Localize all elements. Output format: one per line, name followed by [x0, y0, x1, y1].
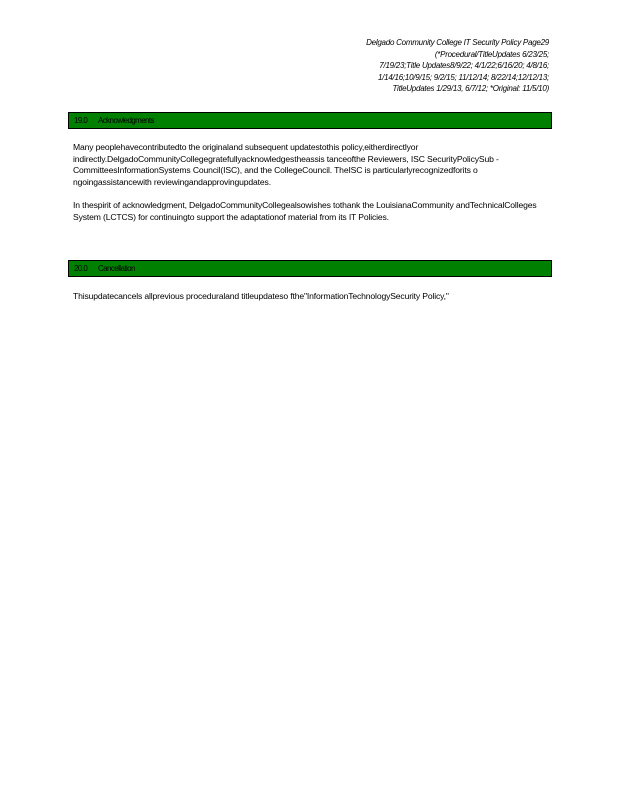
section-number: 20.0: [74, 264, 88, 273]
header-line-updates-4: TitleUpdates 1/29/13, 6/7/12; *Original: 11/5/10): [392, 84, 549, 93]
section-title: Cancellation: [98, 264, 135, 273]
section-heading-cancellation: [68, 260, 552, 277]
header-line-updates-3: 1/14/16;10/9/15; 9/2/15; 11/12/14; 8/22/14;12/12/13;: [377, 72, 549, 82]
acknowledgments-paragraph-1: Many peoplehavecontributedto the originaland subsequent updatestothis policy,eitherdirectlyor indirectly.DelgadoCommunityCollegegratefullyacknowledgestheassis tanceofthe Reviewers, ISC SecurityPolicySub -CommitteesInformationSystems Council(ISC), and the CollegeCouncil. TheISC is particularlyrecognizedforits o ngoingassistancewith reviewingandapprovingupdates.: [73, 142, 499, 187]
section-number: 19.0: [74, 116, 88, 125]
section-title: Acknowledgments: [98, 116, 154, 125]
section-heading-acknowledgments: [68, 112, 552, 129]
acknowledgments-paragraph-2: In thespirit of acknowledgment, DelgadoCommunityCollegealsowishes tothank the LouisianaCommunity andTechnicalColleges System (LCTCS) for continuingto support the adaptationof material from its IT Policies.: [73, 200, 537, 222]
header-line-title: Delgado Community College IT Security Policy Page29: [366, 38, 549, 47]
page-header: [249, 37, 549, 95]
header-line-updates-1: (*Procedural/TitleUpdates 6/23/25;: [434, 49, 549, 59]
cancellation-paragraph: Thisupdatecancels allprevious proceduraland titleupdateso fthe"InformationTechnologySecurity Policy,": [73, 291, 449, 301]
header-line-updates-2: 7/19/23;Title Updates8/9/22; 4/1/22;6/16/20; 4/8/16;: [379, 61, 549, 70]
